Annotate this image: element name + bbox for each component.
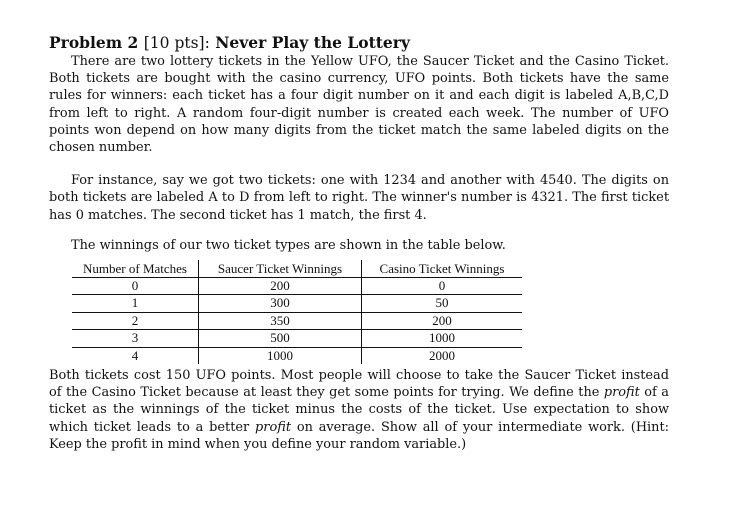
cell-saucer: 300	[199, 295, 362, 312]
problem-document	[49, 33, 669, 453]
cell-casino: 1000	[362, 330, 523, 347]
cell-casino: 50	[362, 295, 523, 312]
table-row	[72, 278, 522, 295]
header-saucer: Saucer Ticket Winnings	[199, 260, 362, 278]
header-casino: Casino Ticket Winnings	[362, 260, 523, 278]
question-text-1: Both tickets cost 150 UFO points. Most people will choose to take the Saucer Ticket instead of the Casino Ticket because at least they get some points for trying. We define the	[49, 368, 669, 401]
cell-casino: 200	[362, 312, 523, 329]
question-text-2: of a ticket as the winnings of the ticket minus the costs of the ticket. Use expectation to show which ticket leads to a better	[49, 385, 669, 435]
cell-saucer: 200	[199, 278, 362, 295]
table-intro-paragraph: The winnings of our two ticket types are shown in the table below.	[71, 237, 506, 253]
cell-matches: 3	[72, 330, 199, 347]
table-header-row	[72, 260, 522, 278]
winnings-table-container	[72, 260, 669, 364]
profit-term: profit	[255, 419, 291, 435]
problem-label: Problem 2	[49, 33, 139, 52]
table-row	[72, 347, 522, 364]
cell-saucer: 500	[199, 330, 362, 347]
winnings-table	[72, 260, 522, 364]
cell-casino: 0	[362, 278, 523, 295]
table-row	[72, 295, 522, 312]
cell-matches: 4	[72, 347, 199, 364]
cell-saucer: 1000	[199, 347, 362, 364]
cell-matches: 0	[72, 278, 199, 295]
problem-title: Never Play the Lottery	[215, 33, 410, 52]
cell-matches: 2	[72, 312, 199, 329]
problem-points: [10 pts]:	[143, 34, 210, 52]
intro-paragraph: There are two lottery tickets in the Yellow UFO, the Saucer Ticket and the Casino Ticket. Both tickets are bought with the casino currency, UFO points. Both tickets have the same rules for winners: each ticket has a four digit number on it and each digit is labeled A,B,C,D from left to right. A random four-digit number is created each week. The number of UFO points won depend on how many digits from the ticket match the same labeled digits on the chosen number.	[49, 54, 669, 156]
header-matches: Number of Matches	[72, 260, 199, 278]
table-row	[72, 330, 522, 347]
question-paragraph	[49, 367, 669, 453]
profit-term: profit	[603, 385, 640, 401]
cell-casino: 2000	[429, 347, 455, 363]
table-row	[72, 312, 522, 329]
question-text-3: on average. Show all of your intermediate work. (Hint: Keep the profit in mind when you define your random variable.)	[49, 419, 670, 452]
problem-heading	[49, 33, 669, 53]
cell-saucer: 350	[199, 312, 362, 329]
cell-matches: 1	[72, 295, 199, 312]
example-paragraph: For instance, say we got two tickets: one with 1234 and another with 4540. The digits on both tickets are labeled A to D from left to right. The winner's number is 4321. The first ticket has 0 matches. The second ticket has 1 match, the first 4.	[49, 173, 669, 223]
